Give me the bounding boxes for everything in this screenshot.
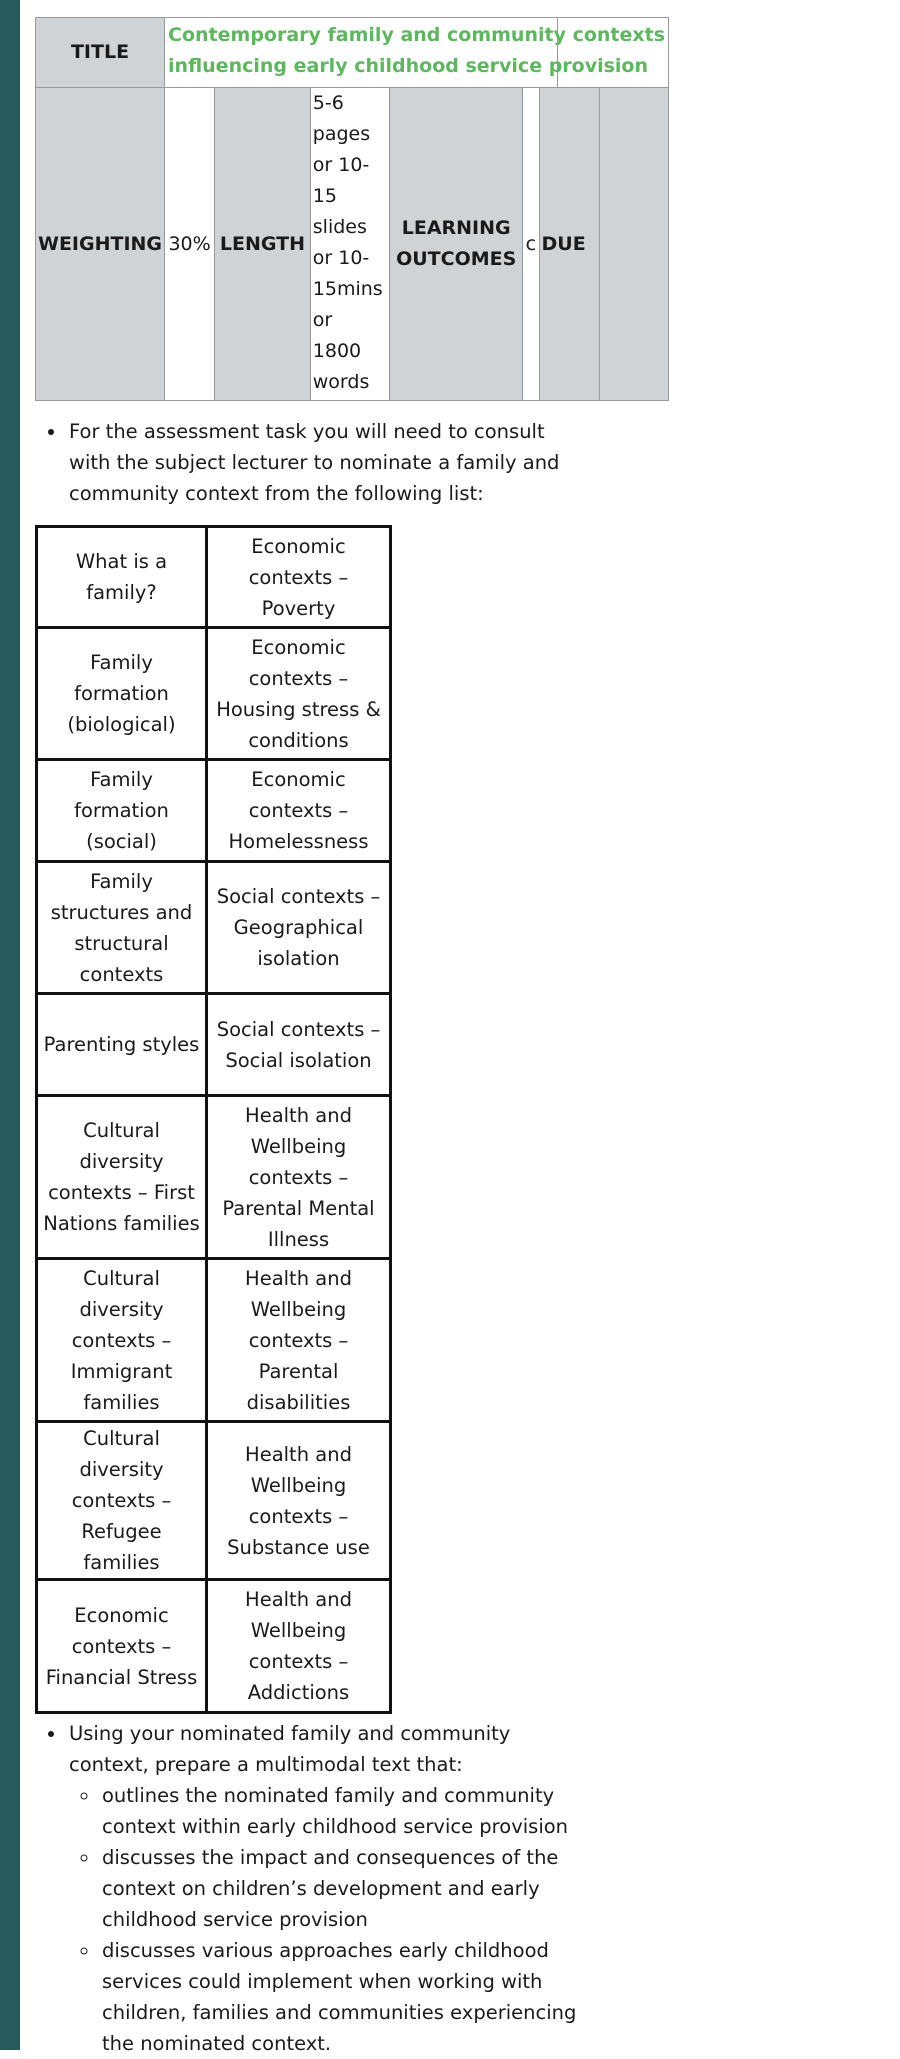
- assessment-details-table: [35, 17, 669, 401]
- weighting-value: 30%: [165, 88, 215, 401]
- length-value-line: 15: [312, 185, 337, 207]
- context-cell: Health and Wellbeing contexts – Addictions: [207, 1580, 391, 1713]
- context-cell: Cultural diversity contexts – Refugee families: [37, 1422, 207, 1580]
- table-row: [37, 1259, 391, 1422]
- context-cell: Social contexts – Social isolation: [207, 994, 391, 1096]
- task-bullet: [67, 1718, 592, 2059]
- table-row: [37, 527, 391, 628]
- length-value-line: pages: [312, 123, 371, 145]
- table-row: [37, 760, 391, 862]
- task-subitem: ◦ outlines the nominated family and community context within early childhood service provision: [100, 1780, 592, 1842]
- learning-outcomes-label-line1: LEARNING: [401, 217, 511, 239]
- length-value-line: or 10-: [312, 154, 370, 176]
- table-row: [37, 1096, 391, 1259]
- length-value-line: 15mins: [312, 278, 383, 300]
- left-sidebar-strip: [0, 0, 20, 2050]
- length-value-line: or: [312, 309, 333, 331]
- context-cell: Social contexts – Geographical isolation: [207, 862, 391, 994]
- table-row: [37, 994, 391, 1096]
- due-value: [600, 88, 669, 401]
- assessment-table-viewport: [35, 17, 666, 401]
- context-cell: Family formation (social): [37, 760, 207, 862]
- length-value: [310, 88, 389, 401]
- intro-list: [35, 416, 592, 509]
- length-label: LENGTH: [215, 88, 311, 401]
- context-cell: What is a family?: [37, 527, 207, 628]
- learning-outcomes-value: c: [523, 88, 539, 401]
- context-cell: Economic contexts – Financial Stress: [37, 1580, 207, 1713]
- context-cell: Family structures and structural contexts: [37, 862, 207, 994]
- context-cell: Health and Wellbeing contexts – Parental disabilities: [207, 1259, 391, 1422]
- context-cell: Economic contexts – Poverty: [207, 527, 391, 628]
- context-cell: Family formation (biological): [37, 628, 207, 760]
- task-bullet-text: Using your nominated family and community context, prepare a multimodal text that:: [69, 1722, 511, 1776]
- learning-outcomes-label: [390, 88, 523, 401]
- context-cell: Economic contexts – Housing stress & conditions: [207, 628, 391, 760]
- task-sublist: [69, 1780, 592, 2059]
- context-cell: Parenting styles: [37, 994, 207, 1096]
- assessment-title: [165, 18, 669, 88]
- length-value-line: slides: [312, 216, 367, 238]
- contexts-table: [35, 525, 392, 1714]
- length-value-line: words: [312, 371, 370, 393]
- assessment-title-line1: Contemporary family and community contexts: [168, 24, 666, 46]
- context-cell: Cultural diversity contexts – First Nations families: [37, 1096, 207, 1259]
- document-content: [35, 17, 666, 2059]
- length-value-line: 1800: [312, 340, 362, 362]
- assessment-title-line2: influencing early childhood service provision: [168, 55, 649, 77]
- intro-bullet: • For the assessment task you will need to consult with the subject lecturer to nominate a family and community context from the following list:: [67, 416, 592, 509]
- context-cell: Health and Wellbeing contexts – Substance use: [207, 1422, 391, 1580]
- task-subitem: ◦ discusses various approaches early childhood services could implement when working with children, families and communities experiencing the nominated context.: [100, 1935, 592, 2059]
- task-subitem: ◦ discusses the impact and consequences of the context on children’s development and early childhood service provision: [100, 1842, 592, 1935]
- due-label: DUE: [539, 88, 599, 401]
- length-value-line: or 10-: [312, 247, 370, 269]
- table-row: [37, 1580, 391, 1713]
- weighting-label: WEIGHTING: [36, 88, 165, 401]
- context-cell: Economic contexts – Homelessness: [207, 760, 391, 862]
- task-list: [35, 1718, 592, 2059]
- context-cell: Health and Wellbeing contexts – Parental Mental Illness: [207, 1096, 391, 1259]
- title-label: TITLE: [36, 18, 165, 88]
- length-value-line: 5-6: [312, 92, 344, 114]
- table-row: [37, 1422, 391, 1580]
- learning-outcomes-label-line2: OUTCOMES: [396, 248, 517, 270]
- table-row: [37, 628, 391, 760]
- context-cell: Cultural diversity contexts – Immigrant families: [37, 1259, 207, 1422]
- table-row: [37, 862, 391, 994]
